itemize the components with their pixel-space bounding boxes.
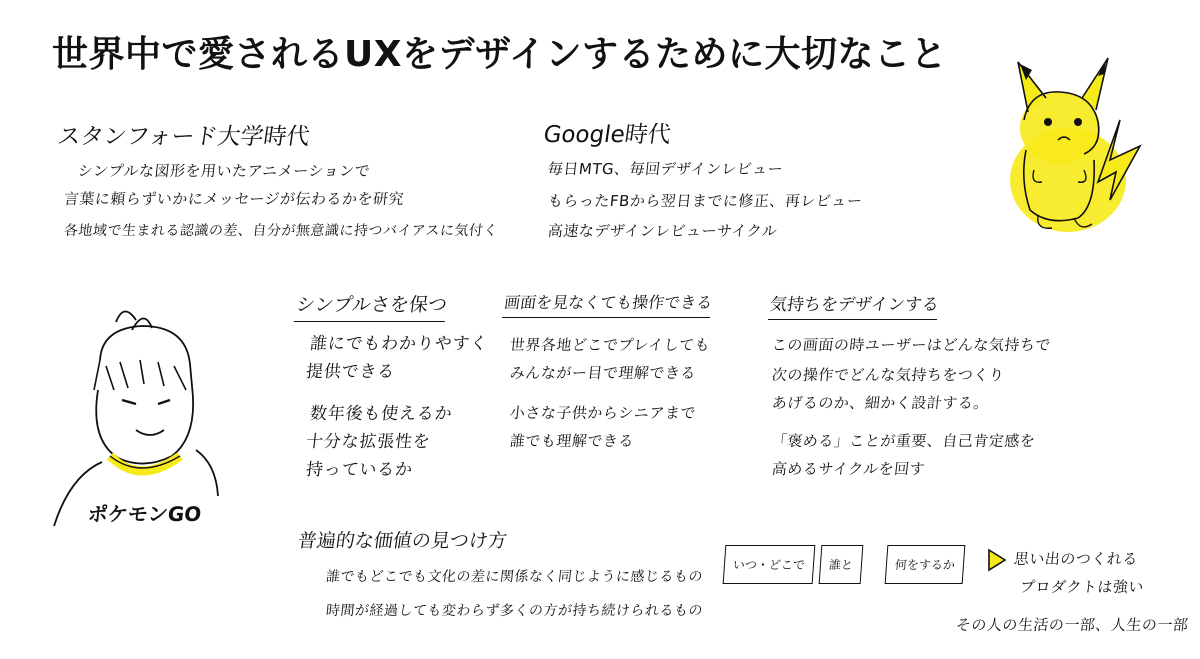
no-screen-line-3: 小さな子供からシニアまで bbox=[509, 404, 697, 422]
pikachu-illustration bbox=[1000, 50, 1160, 240]
no-screen-heading: 画面を見なくても操作できる bbox=[502, 290, 714, 318]
no-screen-line-1: 世界各地どこでプレイしても bbox=[509, 336, 712, 354]
flow-box-when-where: いつ・どこで bbox=[723, 545, 816, 584]
arrow-icon bbox=[986, 547, 1008, 573]
stanford-line-1: シンプルな図形を用いたアニメーションで bbox=[77, 162, 372, 180]
stanford-line-2: 言葉に頼らずいかにメッセージが伝わるかを研究 bbox=[63, 190, 406, 208]
simple-line-4: 十分な拡張性を bbox=[304, 432, 432, 452]
feelings-line-5: 高めるサイクルを回す bbox=[771, 460, 927, 478]
flow-footer: その人の生活の一部、人生の一部 bbox=[955, 616, 1190, 634]
feelings-line-4: 「褒める」ことが重要、自己肯定感を bbox=[771, 432, 1037, 450]
shirt-label: ポケモンGO bbox=[86, 502, 203, 526]
universal-heading: 普遍的な価値の見つけ方 bbox=[296, 530, 509, 552]
no-screen-line-4: 誰でも理解できる bbox=[509, 432, 635, 450]
feelings-heading: 気持ちをデザインする bbox=[768, 290, 941, 320]
feelings-line-1: この画面の時ユーザーはどんな気持ちで bbox=[771, 336, 1052, 354]
feelings-line-2: 次の操作でどんな気持ちをつくり bbox=[771, 366, 1006, 384]
no-screen-line-2: みんながー目で理解できる bbox=[509, 364, 697, 382]
google-line-1: 毎日MTG、毎回デザインレビュー bbox=[547, 160, 785, 178]
flow-box-what: 何をするか bbox=[885, 545, 966, 584]
google-line-2: もらったFBから翌日までに修正、再レビュー bbox=[547, 192, 864, 210]
universal-line-2: 時間が経過しても変わらず多くの方が持ち続けられるもの bbox=[325, 603, 704, 619]
universal-line-1: 誰でもどこでも文化の差に関係なく同じように感じるもの bbox=[325, 569, 704, 585]
flow-box-with-whom: 誰と bbox=[819, 545, 864, 584]
simple-line-3: 数年後も使えるか bbox=[308, 404, 454, 424]
google-line-3: 高速なデザインレビューサイクル bbox=[547, 222, 779, 240]
stanford-heading: スタンフォード大学時代 bbox=[55, 124, 312, 150]
simple-line-2: 提供できる bbox=[304, 362, 397, 382]
page-title: 世界中で愛されるUXをデザインするために大切なこと bbox=[52, 34, 947, 75]
flow-result-line-2: プロダクトは強い bbox=[1019, 578, 1145, 596]
stanford-line-3: 各地域で生まれる認識の差、自分が無意識に持つバイアスに気付く bbox=[63, 223, 499, 239]
simple-line-5: 持っているか bbox=[304, 460, 414, 480]
google-heading: Google時代 bbox=[541, 122, 673, 148]
simple-heading: シンプルさを保つ bbox=[294, 290, 449, 322]
simple-line-1: 誰にでもわかりやすく bbox=[308, 334, 490, 354]
flow-result-line-1: 思い出のつくれる bbox=[1013, 550, 1139, 568]
feelings-line-3: あげるのか、細かく設計する。 bbox=[771, 394, 990, 412]
